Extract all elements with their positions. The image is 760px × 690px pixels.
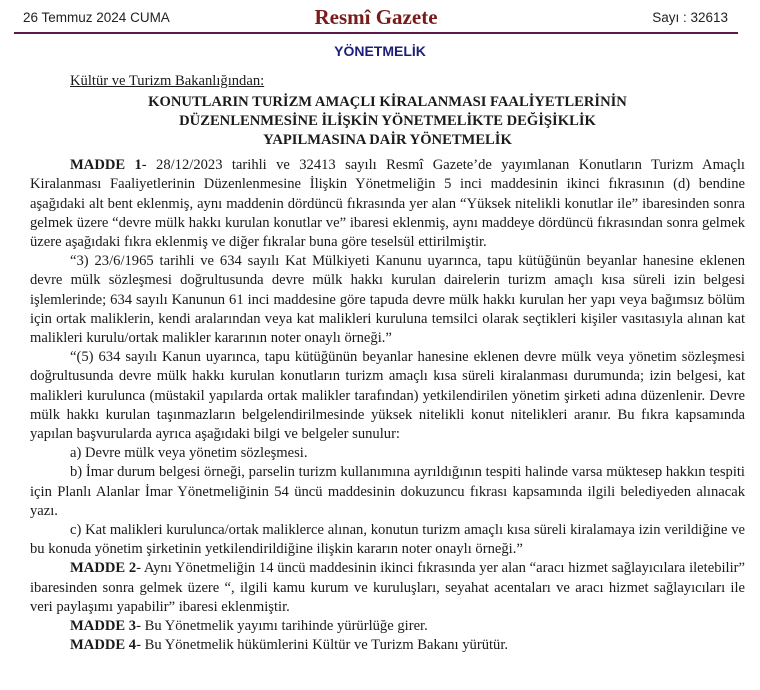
regulation-title	[30, 93, 745, 150]
article-1	[30, 156, 745, 252]
article-text: - Bu Yönetmelik hükümlerini Kültür ve Turizm Bakanı yürütür.	[136, 637, 509, 654]
article-text: - 28/12/2023 tarihli ve 32413 sayılı Resmî Gazete’de yayımlanan Konutların Turizm Amaçlı Kiralanması Faaliyetlerinin Düzenlenmesine İlişkin Yönetmeliğin 5 inci maddesinin ikinci fıkrasının (d) bendine aşağıdaki alt bent eklenmiş, aynı maddenin dördüncü fıkrasında yer alan “Yüksek nitelikli konutlar ile” ibaresinden sonra gelmek üzere “devre mülk hakkı kurulan konutlar ve” ibaresi eklenmiş, aynı maddeye dördüncü fıkrasından sonra gelmek üzere aşağıdaki fıkra eklenmiş ve diğer fıkralar buna göre teselsül ettirilmiştir.	[30, 157, 745, 251]
clause-item-a: a) Devre mülk veya yönetim sözleşmesi.	[70, 445, 308, 462]
article-label: MADDE 1	[70, 157, 142, 174]
article-2	[30, 559, 745, 617]
article-4	[30, 636, 745, 655]
clause-5: “(5) 634 sayılı Kanun uyarınca, tapu kütüğünün beyanlar hanesine eklenen devre mülk veya yönetim sözleşmesi doğrultusunda devre mülk hakkı kurulan konutların turizm amaçlı kısa süreli kiralanması durumunda; izin belgesi, kat malikleri kurulunca (müstakil yapılarda ortak malikler tarafından) yetkilendirilen yönetim şirketi adına düzenlenir. Devre mülk hakkı kurulan taşınmazların belgelendirilmesinde yüksek nitelikli konut nitelikleri aranır. Bu fıkra kapsamında yapılan başvurularda ayrıca aşağıdaki bilgi ve belgeler sunulur:	[30, 349, 745, 443]
regulation-title-line: KONUTLARIN TURİZM AMAÇLI KİRALANMASI FAALİYETLERİNİN	[148, 94, 627, 111]
regulation-document	[30, 72, 745, 655]
gazette-title: Resmî Gazete	[314, 5, 438, 29]
ministry-name: Kültür ve Turizm Bakanlığından:	[70, 73, 265, 89]
clause-item-c: c) Kat malikleri kurulunca/ortak maliklerce alınan, konutun turizm amaçlı kısa süreli kiralamaya izin verildiğine ve bu konuda yönetim şirketinin yetkilendirildiğine ilişkin kararın noter onaylı örneği.”	[30, 522, 745, 558]
section-heading: YÖNETMELİK	[334, 43, 426, 59]
gazette-header	[14, 0, 738, 34]
article-text: - Aynı Yönetmeliğin 14 üncü maddesinin ikinci fıkrasında yer alan “aracı hizmet sağlayıcılara iletebilir” ibaresinden sonra gelmek üzere “, ilgili kamu kurum ve kuruluşları, seyahat acentaları ve aracı hizmet sağlayıcıları ile veri paylaşımı yapabilir” ibaresi eklenmiştir.	[30, 560, 745, 615]
regulation-title-line: YAPILMASINA DAİR YÖNETMELİK	[263, 132, 512, 149]
clause-3: “3) 23/6/1965 tarihli ve 634 sayılı Kat Mülkiyeti Kanunu uyarınca, tapu kütüğünün beyanlar hanesine eklenen devre mülk sözleşmesi doğrultusunda devre mülk hakkı kurulan dairelerin turizm amaçlı kısa süreli izin belgesi işlemlerinde; 634 sayılı Kanunun 61 inci maddesine göre tapuda devre mülk hakkı kurulan her yapı veya bağımsız bölüm için ortak maliklerin, kendi aralarından veya kat malikleri kuruluna temsilci olarak seçtikleri kişiler vasıtasıyla alınan kat malikleri kurulu/ortak malikler kararının noter onaylı örneği.”	[30, 253, 745, 347]
article-label: MADDE 2	[70, 560, 137, 577]
article-3	[30, 617, 745, 636]
article-label: MADDE 3	[70, 618, 137, 635]
issue-number: Sayı : 32613	[652, 10, 728, 25]
clause-item-b: b) İmar durum belgesi örneği, parselin turizm kullanımına ayrıldığının tespiti halinde varsa müktesep hakkın tespiti için Planlı Alanlar İmar Yönetmeliğinin 54 üncü maddesinin dokuzuncu fıkrası kapsamında ilgili belediyeden alınacak yazı.	[30, 464, 745, 519]
article-text: - Bu Yönetmelik yayımı tarihinde yürürlüğe girer.	[136, 618, 428, 635]
regulation-title-line: DÜZENLENMESİNE İLİŞKİN YÖNETMELİKTE DEĞİŞİKLİK	[179, 113, 596, 130]
article-label: MADDE 4	[70, 637, 137, 654]
publication-date: 26 Temmuz 2024 CUMA	[23, 10, 170, 25]
